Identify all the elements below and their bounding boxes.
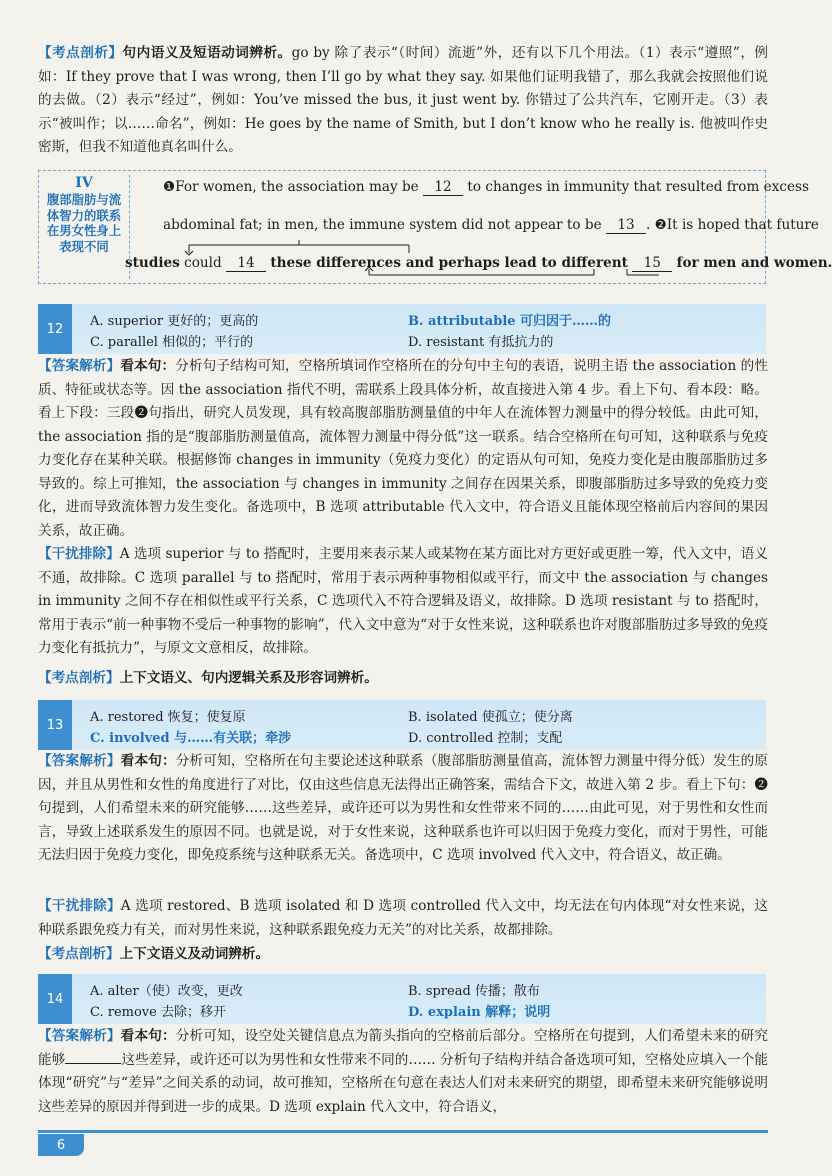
option-a: A. alter（使）改变，更改 bbox=[90, 984, 243, 999]
distractor-analysis-12 bbox=[38, 543, 768, 661]
section-tag: 【答案解析】 bbox=[38, 1028, 121, 1044]
passage-text: abdominal fat; in men, the immune system did not appear to be bbox=[163, 217, 602, 233]
passage-roman-numeral: IV bbox=[75, 175, 93, 191]
section-text: go by 除了表示“（时间）流逝”外，还有以下几个用法。（1）表示“遵照”，例如：If they prove that I was wrong, then I’ll go by what they say. 如果他们证明我错了，那么我就会按照他们说的去做。（2）表示“经过”，例如：You’ve missed the bus, it just went by. 你错过了公共汽车，它刚开走。（3）表示“被叫作；以……命名”，例如：He goes by the name of Smith, but I don’t know who he really is. 他被叫作史密斯，但我不知道他真名叫什么。 bbox=[38, 45, 769, 155]
section-tag: 【干扰排除】 bbox=[38, 546, 120, 562]
analysis-text: 这些差异，或许还可以为男性和女性带来不同的…… 分析句子结构并结合备选项可知，空格处应填入一个能体现“研究”与“差异”之间关系的动词，故可推知，空格所在句意在表达人们对未来研究的期望，即希望未来研究能够说明这些差异的原因并得到进一步的成果。D 选项 explain 代入文中，符合语义， bbox=[38, 1051, 768, 1115]
analysis-text: 分析句子结构可知，空格所填词作空格所在的分句中主句的表语，说明主语 the association 的性质、特征或状态等。因 the association 指代不明，需联系上段具体分析，故直接进入第 4 步。看上下句、看本段：略。看上下段：三段❷句指出，研究人员发现，具有较高腹部脂肪测量值的中年人在流体智力测量中的得分较低。由此可知，the association 指的是“腹部脂肪测量值高，流体智力测量中得分低”这一联系。结合空格所在句可知，这种联系与免疫力变化存在某种关联。根据修饰 changes in immunity（免疫力变化）的定语从句可知，免疫力变化是由腹部脂肪过多导致的。综上可推知，the association 与 changes in immunity 之间存在因果关系，即腹部脂肪过多导致的免疫力变化，进而导致流体智力发生变化。备选项中，B 选项 attributable 代入文中，符合语义且能体现空格前后内容间的果因关系，故正确。 bbox=[38, 358, 769, 539]
passage-text: to changes in immunity that resulted from excess bbox=[467, 179, 810, 195]
answer-analysis-13 bbox=[38, 750, 768, 868]
passage-text: could bbox=[184, 255, 222, 271]
page-number: 6 bbox=[38, 1134, 84, 1156]
section-title: 上下文语义、句内逻辑关系及形容词辨析。 bbox=[119, 670, 378, 686]
passage-line-1 bbox=[163, 179, 810, 196]
section-tag: 【考点剖析】 bbox=[38, 670, 120, 686]
option-b: B. isolated 使孤立；使分离 bbox=[408, 710, 573, 725]
question-number: 13 bbox=[38, 700, 72, 750]
passage-text: studies bbox=[125, 255, 180, 271]
option-d: D. resistant 有抵抗力的 bbox=[408, 335, 554, 350]
blank-underline bbox=[65, 1049, 121, 1064]
passage-box bbox=[38, 170, 832, 284]
blank-13: 13 bbox=[606, 217, 646, 234]
blank-14: 14 bbox=[226, 255, 266, 272]
distractor-analysis-13 bbox=[38, 895, 768, 942]
footer-bar bbox=[38, 1130, 768, 1133]
passage-side-label bbox=[43, 175, 125, 254]
option-c: C. involved 与……有关联；牵涉 bbox=[90, 731, 292, 746]
analysis-lead: 看本句： bbox=[120, 753, 176, 769]
section-title: 上下文语义及动词辨析。 bbox=[119, 946, 270, 962]
passage-text: . ❷It is hoped that future bbox=[645, 217, 819, 233]
analysis-lead: 看本句： bbox=[120, 358, 176, 374]
analysis-text: 分析可知，设空处关键信息点为箭头指向的空格前后部分。空格所在句提到，人们希望未来的研究能够 bbox=[38, 1028, 769, 1068]
blank-12: 12 bbox=[423, 179, 463, 196]
passage-text: ❶For women, the association may be bbox=[163, 179, 419, 195]
option-c: C. remove 去除；移开 bbox=[90, 1005, 226, 1020]
blank-15: 15 bbox=[632, 255, 672, 272]
passage-text: for men and women. bbox=[676, 255, 832, 271]
options-box-12 bbox=[38, 304, 766, 354]
section-tag: 【答案解析】 bbox=[38, 358, 121, 374]
option-c: C. parallel 相似的；平行的 bbox=[90, 335, 254, 350]
question-number: 12 bbox=[38, 304, 72, 354]
option-d: D. controlled 控制；支配 bbox=[408, 731, 563, 746]
section-tag: 【考点剖析】 bbox=[38, 946, 120, 962]
options-box-14 bbox=[38, 974, 766, 1024]
passage-label-text: 腹部脂肪与流体智力的联系在男女性身上表现不同 bbox=[46, 192, 122, 254]
option-b: B. attributable 可归因于……的 bbox=[408, 314, 612, 329]
options-box-13 bbox=[38, 700, 766, 750]
kaodian-section-1 bbox=[38, 42, 768, 160]
option-d: D. explain 解释；说明 bbox=[408, 1005, 551, 1020]
analysis-lead: 看本句： bbox=[120, 1028, 176, 1044]
section-title: 句内语义及短语动词辨析。 bbox=[122, 45, 292, 61]
analysis-text: 分析可知，空格所在句主要论述这种联系（腹部脂肪测量值高，流体智力测量中得分低）发生的原因，并且从男性和女性的角度进行了对比，仅由这些信息无法得出正确答案，需结合下文，故进入第 2 步。看上下句：❷句提到，人们希望未来的研究能够……这些差异，或许还可以为男性和女性带来不同的……由此可见，对于男性和女性而言，导致上述联系发生的原因不同。也就是说，对于女性来说，这种联系也许可以归因于免疫力变化，而对于男性，可能无法归因于免疫力变化，即免疫系统与这种联系无关。备选项中，C 选项 involved 代入文中，符合语义，故正确。 bbox=[38, 753, 769, 863]
answer-analysis-14 bbox=[38, 1025, 768, 1119]
answer-analysis-12 bbox=[38, 355, 768, 543]
section-tag: 【考点剖析】 bbox=[38, 45, 123, 61]
kaodian-section-2 bbox=[38, 667, 768, 691]
section-tag: 【答案解析】 bbox=[38, 753, 121, 769]
kaodian-section-3 bbox=[38, 943, 768, 967]
passage-text: these differences and perhaps lead to different bbox=[270, 255, 628, 271]
distractor-text: A 选项 restored、B 选项 isolated 和 D 选项 controlled 代入文中，均无法在句内体现“对女性来说，这种联系跟免疫力有关，而对男性来说，这种联系跟免疫力无关”的对比关系，故都排除。 bbox=[38, 898, 769, 938]
option-b: B. spread 传播；散布 bbox=[408, 984, 540, 999]
passage-line-2 bbox=[163, 217, 819, 234]
distractor-text: A 选项 superior 与 to 搭配时，主要用来表示某人或某物在某方面比对方更好或更胜一筹，代入文中，语义不通，故排除。C 选项 parallel 与 to 搭配时，常用于表示两种事物相似或平行，而文中 the association 与 changes in immunity 之间不存在相似性或平行关系，C 选项代入不符合逻辑及语义，故排除。D 选项 resistant 与 to 搭配时，常用于表示“前一种事物不受后一种事物的影响”，代入文中意为“对于女性来说，这种联系也许对腹部脂肪过多导致的免疫力变化有抵抗力”，与原文文意相反，故排除。 bbox=[38, 546, 769, 656]
passage-arrows bbox=[139, 239, 659, 279]
option-a: A. restored 恢复；使复原 bbox=[90, 710, 246, 725]
option-a: A. superior 更好的；更高的 bbox=[90, 314, 259, 329]
section-tag: 【干扰排除】 bbox=[38, 898, 121, 914]
question-number: 14 bbox=[38, 974, 72, 1024]
